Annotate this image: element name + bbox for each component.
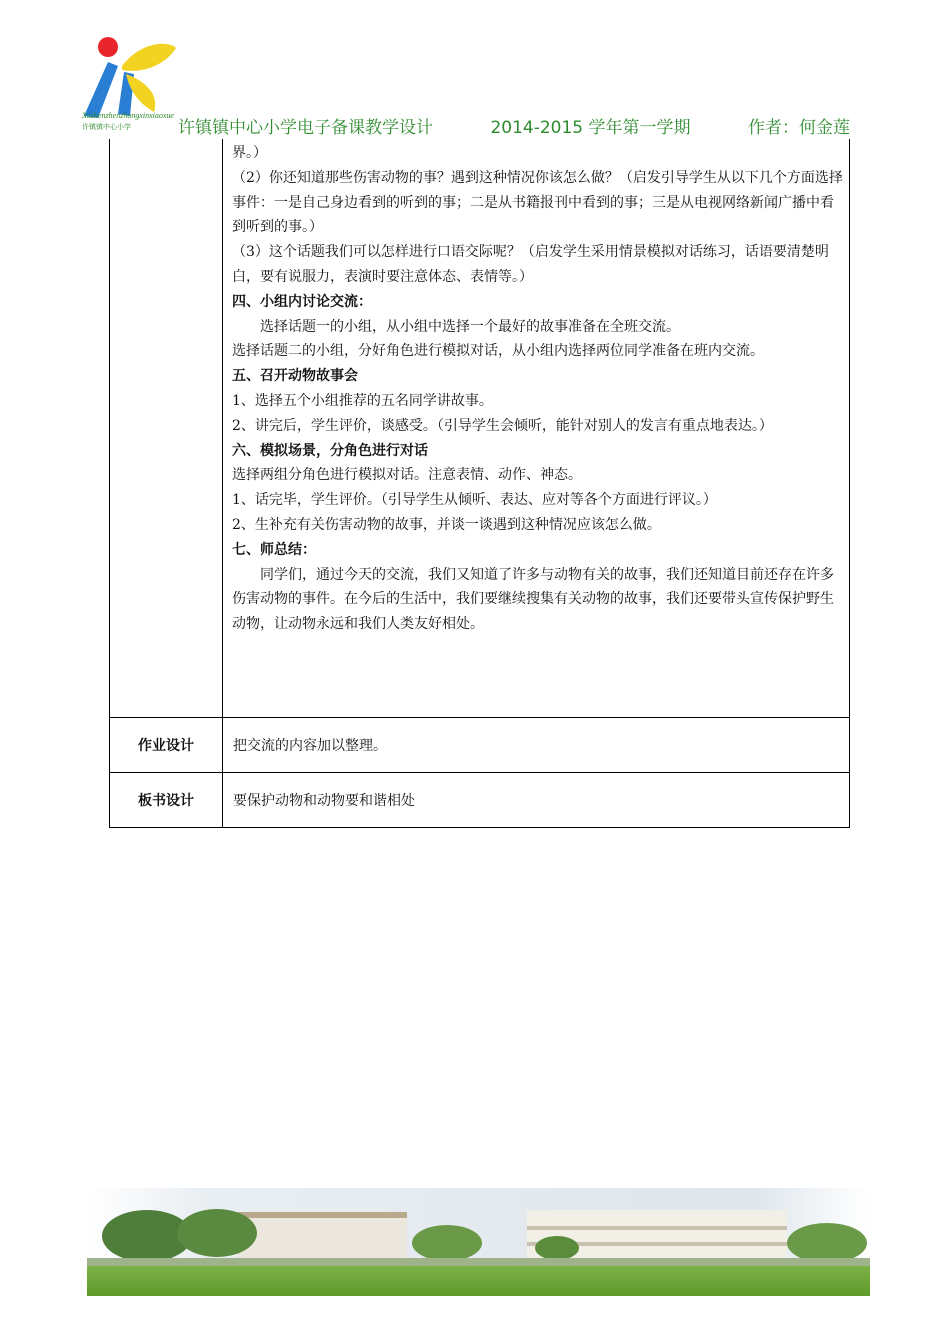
paragraph: 2、讲完后，学生评价，谈感受。（引导学生会倾听，能针对别人的发言有重点地表达。） xyxy=(232,417,773,434)
paragraph: 选择两组分角色进行模拟对话。注意表情、动作、神态。 xyxy=(232,467,582,484)
paragraph: 界。） xyxy=(232,145,267,161)
board-row xyxy=(110,772,849,827)
section-heading: 六、模拟场景，分角色进行对话 xyxy=(232,442,428,459)
logo-caption-chinese: 许镇镇中心小学 xyxy=(82,123,131,131)
homework-label: 作业设计 xyxy=(110,718,223,772)
header-term: 2014-2015 学年第一学期 xyxy=(490,118,691,138)
paragraph: （3）这个话题我们可以怎样进行口语交际呢？（启发学生采用情景模拟对话练习，话语要清楚明白，要有说服力，表演时要注意体态、表情等。） xyxy=(232,244,829,285)
process-content xyxy=(223,139,849,717)
process-row xyxy=(110,139,849,717)
logo-caption-pinyin: Xuzhenzhenzhongxinxiaoxue xyxy=(82,111,174,120)
board-label: 板书设计 xyxy=(110,773,223,827)
paragraph: 选择话题二的小组，分好角色进行模拟对话，从小组内选择两位同学准备在班内交流。 xyxy=(232,343,764,360)
paragraph: 选择话题一的小组，从小组中选择一个最好的故事准备在全班交流。 xyxy=(260,318,680,335)
section-heading: 七、师总结： xyxy=(232,541,316,558)
page-header xyxy=(178,113,850,138)
paragraph: （2）你还知道那些伤害动物的事？遇到这种情况你该怎么做？（启发引导学生从以下几个方面选择事件：一是自己身边看到的听到的事；二是从书籍报刊中看到的事；三是从电视网络新闻广播中看到听到的事。） xyxy=(232,169,843,236)
process-label-cell xyxy=(110,139,223,717)
paragraph: 1、话完毕，学生评价。（引导学生从倾听、表达、应对等各个方面进行评议。） xyxy=(232,492,717,509)
header-title: 许镇镇中心小学电子备课教学设计 xyxy=(178,118,433,138)
section-heading: 四、小组内讨论交流： xyxy=(232,293,372,310)
section-heading: 五、召开动物故事会 xyxy=(232,368,358,385)
paragraph: 2、生补充有关伤害动物的故事，并谈一谈遇到这种情况应该怎么做。 xyxy=(232,516,661,533)
homework-row xyxy=(110,717,849,772)
header-author: 作者：何金莲 xyxy=(747,118,850,138)
paragraph: 1、选择五个小组推荐的五名同学讲故事。 xyxy=(232,392,493,409)
lesson-table xyxy=(109,139,850,828)
campus-photo xyxy=(87,1188,870,1296)
board-content: 要保护动物和动物要和谐相处 xyxy=(233,793,415,809)
paragraph: 同学们，通过今天的交流，我们又知道了许多与动物有关的故事，我们还知道目前还存在许多伤害动物的事件。在今后的生活中，我们要继续搜集有关动物的故事，我们还要带头宣传保护野生动物，让动物永远和我们人类友好相处。 xyxy=(232,566,834,633)
homework-content: 把交流的内容加以整理。 xyxy=(233,738,387,754)
